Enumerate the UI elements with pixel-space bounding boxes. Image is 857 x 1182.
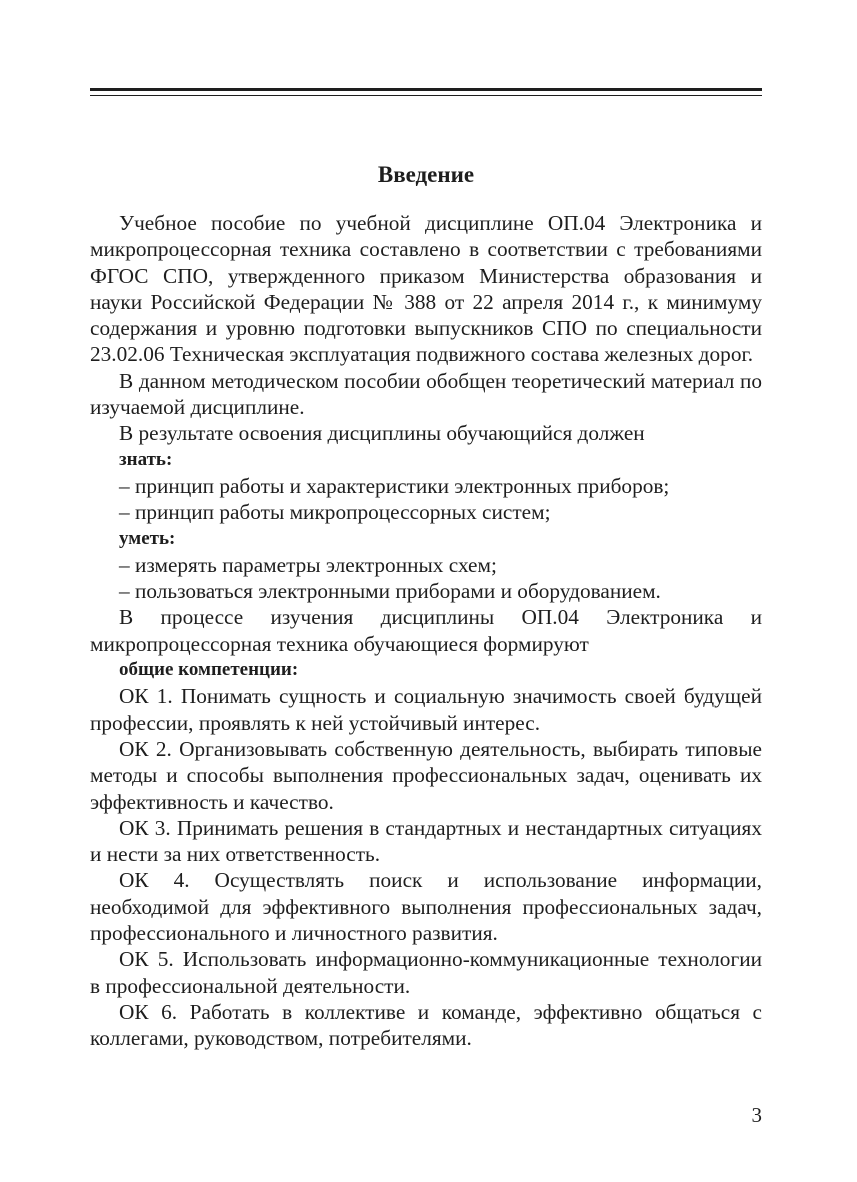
list-item-can-1: – измерять параметры электронных схем; xyxy=(119,552,497,577)
competency-ok6: ОК 6. Работать в коллективе и команде, эффективно общаться с коллегами, руководством, потребителями. xyxy=(90,999,762,1051)
page-title: Введение xyxy=(377,162,475,187)
competency-ok3: ОК 3. Принимать решения в стандартных и нестандартных ситуациях и нести за них ответственность. xyxy=(90,815,762,867)
list-item-can-2: – пользоваться электронными приборами и оборудованием. xyxy=(119,579,661,604)
competency-ok1: ОК 1. Понимать сущность и социальную значимость своей будущей профессии, проявлять к ней устойчивый интерес. xyxy=(90,684,762,735)
header-rule-thin xyxy=(90,95,762,96)
header-rule-thick xyxy=(90,88,762,91)
label-competencies: общие компетенции: xyxy=(119,659,299,681)
page-number: 3 xyxy=(751,1103,762,1127)
competency-ok5: ОК 5. Использовать информационно-коммуникационные технологии в профессиональной деятельности. xyxy=(90,947,762,998)
body-text xyxy=(90,210,762,1052)
competency-ok2: ОК 2. Организовывать собственную деятельность, выбирать типовые методы и способы выполнения профессиональных задач, оценивать их эффективность и качество. xyxy=(90,736,762,814)
list-item-know-1: – принцип работы и характеристики электронных приборов; xyxy=(119,473,670,498)
label-can: уметь: xyxy=(119,527,176,549)
paragraph-summary: В данном методическом пособии обобщен теоретический материал по изучаемой дисциплине. xyxy=(90,368,762,420)
paragraph-intro: Учебное пособие по учебной дисциплине ОП.04 Электроника и микропроцессорная техника составлено в соответствии с требованиями ФГОС СПО, утвержденного приказом Министерства образования и науки Российской Федерации № 388 от 22 апреля 2014 г., к минимуму содержания и уровню подготовки выпускников СПО по специальности 23.02.06 Техническая эксплуатация подвижного состава железных дорог. xyxy=(90,211,762,367)
paragraph-result: В результате освоения дисциплины обучающийся должен xyxy=(119,421,645,446)
paragraph-process: В процессе изучения дисциплины ОП.04 Электроника и микропроцессорная техника обучающиеся формируют xyxy=(90,605,762,656)
competency-ok4: ОК 4. Осуществлять поиск и использование информации, необходимой для эффективного выполнения профессиональных задач, профессионального и личностного развития. xyxy=(90,868,762,946)
label-know: знать: xyxy=(119,448,173,470)
list-item-know-2: – принцип работы микропроцессорных систем; xyxy=(119,500,551,525)
